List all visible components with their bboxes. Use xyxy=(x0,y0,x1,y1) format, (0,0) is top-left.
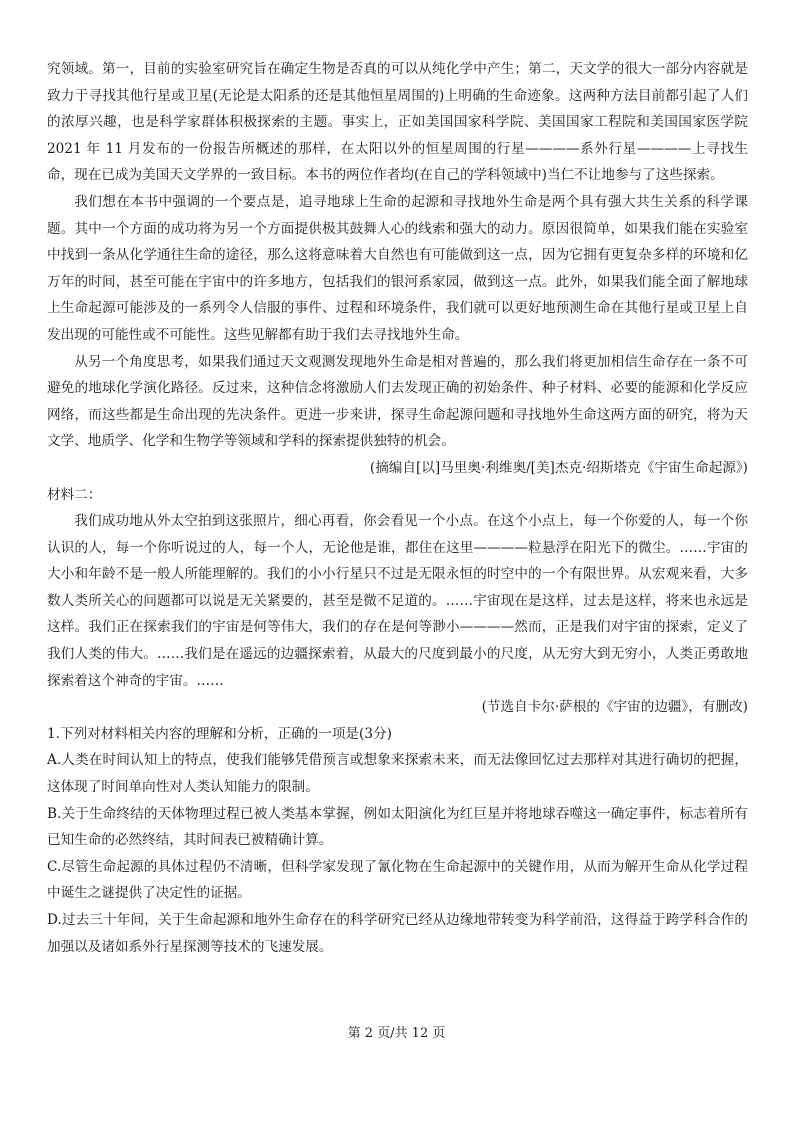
page-content xyxy=(47,56,748,960)
material1-source: (摘编自[以]马里奥·利维奥/[美]杰克·绍斯塔克《宇宙生命起源》) xyxy=(369,459,748,476)
material2-source: (节选自卡尔·萨根的《宇宙的边疆》，有删改) xyxy=(481,699,748,716)
material2-paragraph: 我们成功地从外太空拍到这张照片，细心再看，你会看见一个小点。在这个小点上，每一个你爱的人，每一个你认识的人，每一个你听说过的人，每一个人，无论他是谁，都住在这里————粒悬浮在阳光下的微尘。……宇宙的大小和年龄不是一般人所能理解的。我们的小小行星只不过是无限永恒的时空中的一个有限世界。从宏观来看，大多数人类所关心的问题都可以说是无关紧要的，甚至是微不足道的。……宇宙现在是这样，过去是这样，将来也永远是这样。我们正在探索我们的宇宙是何等伟大，我们的存在是何等渺小————然而，正是我们对宇宙的探索，定义了我们人类的伟大。……我们是在遥远的边疆探索着，从最大的尺度到最小的尺度，从无穷大到无穷小，人类正勇敢地探索着这个神奇的宇宙。…… xyxy=(47,513,748,689)
option-b: B.关于生命终结的天体物理过程已被人类基本掌握，例如太阳演化为红巨星并将地球吞噬这一确定事件，标志着所有已知生命的必然终结，其时间表已被精确计算。 xyxy=(47,805,748,849)
option-d: D.过去三十年间，关于生命起源和地外生命存在的科学研究已经从边缘地带转变为科学前沿，这得益于跨学科合作的加强以及诸如系外行星探测等技术的飞速发展。 xyxy=(47,912,748,955)
option-c: C.尽管生命起源的具体过程仍不清晰，但科学家发现了氰化物在生命起源中的关键作用，从而为解开生命从化学过程中诞生之谜提供了决定性的证据。 xyxy=(47,858,748,902)
material1-paragraph-2: 我们想在本书中强调的一个要点是，追寻地球上生命的起源和寻找地外生命是两个具有强大共生关系的科学课题。其中一个方面的成功将为另一个方面提供极其鼓舞人心的线索和强大的动力。原因很简单，如果我们能在实验室中找到一条从化学通往生命的途径，那么这将意味着大自然也有可能做到这一点，因为它拥有更复杂多样的环境和亿万年的时间，甚至可能在宇宙中的许多地方，包括我们的银河系家园，做到这一点。此外，如果我们能全面了解地球上生命起源可能涉及的一系列令人信服的事件、过程和环境条件，我们就可以更好地预测生命在其他行星或卫星上自发出现的可能性或不可能性。这些见解都有助于我们去寻找地外生命。 xyxy=(47,193,748,343)
material1-paragraph-1: 究领域。第一，目前的实验室研究旨在确定生物是否真的可以从纯化学中产生；第二，天文学的很大一部分内容就是致力于寻找其他行星或卫星(无论是太阳系的还是其他恒星周围的)上明确的生命迹象。这两种方法目前都引起了人们的浓厚兴趣，也是科学家群体积极探索的主题。事实上，正如美国国家科学院、美国国家工程院和美国国家医学院 2021 年 11 月发布的一份报告所概述的那样，在太阳以外的恒星周围的行星————系外行星————上寻找生命，现在已成为美国天文学界的一致目标。本书的两位作者均(在自己的学科领域中)当仁不让地参与了这些探索。 xyxy=(47,61,748,184)
option-a: A.人类在时间认知上的特点，使我们能够凭借预言或想象来探索未来，而无法像回忆过去那样对其进行确切的把握，这体现了时间单向性对人类认知能力的限制。 xyxy=(47,752,748,796)
material2-label: 材料二： xyxy=(47,486,102,503)
question-stem: 1.下列对材料相关内容的理解和分析，正确的一项是(3分) xyxy=(47,725,392,742)
material1-paragraph-3: 从另一个角度思考，如果我们通过天文观测发现地外生命是相对普遍的，那么我们将更加相信生命存在一条不可避免的地球化学演化路径。反过来，这种信念将激励人们去发现正确的初始条件、种子材料、必要的能源和化学反应网络，而这些都是生命出现的先决条件。更进一步来讲，探寻生命起源问题和寻找地外生命这两方面的研究，将为天文学、地质学、化学和生物学等领域和学科的探索提供独特的机会。 xyxy=(47,353,748,450)
page-number: 第 2 页/共 12 页 xyxy=(347,1026,446,1041)
